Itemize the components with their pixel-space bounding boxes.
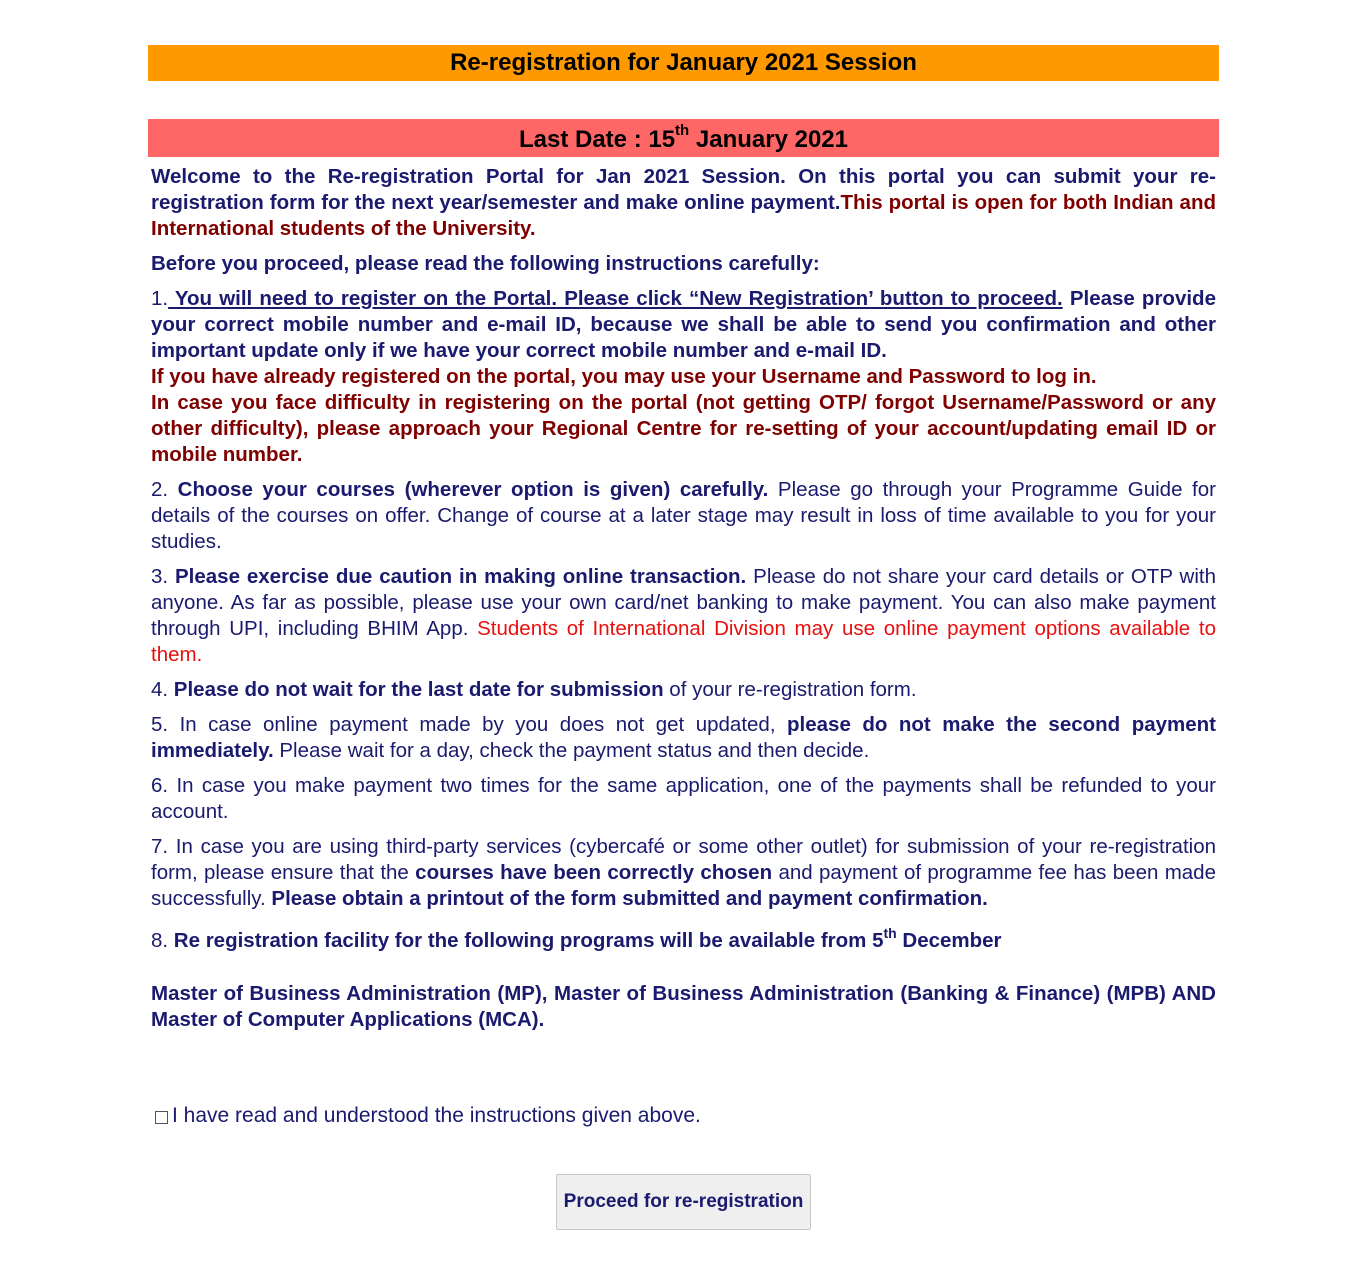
instruction-item-4 [151,677,1216,703]
item-1-number: 1. [151,287,169,310]
item-4-number: 4. [151,678,174,701]
item-3-bold: Please exercise due caution in making online transaction. [175,565,747,588]
item-8-tail: December [896,929,1002,952]
item-3-number: 3. [151,565,175,588]
item-2-number: 2. [151,478,178,501]
agreement-checkbox[interactable] [155,1111,168,1124]
instruction-item-3 [151,564,1216,668]
session-title: Re-registration for January 2021 Session [450,49,917,76]
item-5-text-2: Please wait for a day, check the payment status and then decide. [273,739,870,762]
item-3-text: Please do not share your card details or OTP with anyone. As far as possible, please use your own card/net banking to make payment. You can also make payment through UPI, including BHIM App. [151,565,1216,640]
intro-paragraph [151,164,1216,242]
item-7-text-2: and payment of programme fee has been made successfully. [151,861,1216,910]
item-2-bold: Choose your courses (wherever option is given) carefully. [177,478,769,501]
agreement-checkbox-row[interactable] [155,1104,701,1128]
main-container [148,45,1219,1033]
item-4-bold: Please do not wait for the last date for submission [173,678,664,701]
instruction-item-8 [151,925,1216,954]
item-8-number: 8. [151,929,174,952]
last-date-suffix: January 2021 [689,126,848,153]
instruction-item-1 [151,286,1216,468]
intro-text: Welcome to the Re-registration Portal for Jan 2021 Session. On this portal you can submit your re-registration form for the next year/semester and make online payment. [151,165,1216,214]
item-5-bold: please do not make the second payment immediately. [151,713,1216,762]
item-7-text-1: 7. In case you are using third-party services (cybercafé or some other outlet) for submission of your re-registration form, please ensure that the [151,835,1216,884]
instructions-heading: Before you proceed, please read the following instructions carefully: [151,252,820,275]
intro-eligibility-note: This portal is open for both Indian and International students of the University. [151,191,1216,240]
instruction-item-5 [151,712,1216,764]
last-date-prefix: Last Date : 15 [518,126,676,153]
programs-list: Master of Business Administration (MP), Master of Business Administration (Banking & Finance) (MPB) AND Master of Computer Applications (MCA). [151,982,1216,1031]
item-8-ordinal: th [883,925,897,941]
item-7-bold-1: courses have been correctly chosen [415,861,773,884]
item-1-login-note: If you have already registered on the portal, you may use your Username and Password to log in. [151,365,1097,388]
item-3-international-note: Students of International Division may use online payment options available to them. [151,617,1216,666]
last-date-banner [148,119,1219,157]
item-7-bold-2: Please obtain a printout of the form submitted and payment confirmation. [271,887,988,910]
item-8-bold: Re registration facility for the following programs will be available from 5 [173,929,884,952]
instruction-item-2 [151,477,1216,555]
last-date-ordinal: th [675,122,690,139]
item-1-difficulty-note: In case you face difficulty in registering on the portal (not getting OTP/ forgot Username/Password or any other difficulty), please approach your Regional Centre for re-setting of your account/updating email ID or mobile number. [151,391,1216,466]
item-1-bold: Please provide your correct mobile number and e-mail ID, because we shall be able to send you confirmation and other important update only if we have your correct mobile number and e-mail ID. [151,287,1216,362]
instruction-item-7 [151,834,1216,912]
session-title-banner [148,45,1219,81]
instructions-content [148,164,1219,1033]
item-5-text-1: 5. In case online payment made by you does not get updated, [151,713,788,736]
instruction-item-6 [151,773,1216,825]
new-registration-note: You will need to register on the Portal. Please click “New Registration’ button to proceed. [168,287,1063,310]
agreement-label: I have read and understood the instructions given above. [172,1104,701,1127]
item-4-text: of your re-registration form. [663,678,917,701]
item-6-text: 6. In case you make payment two times for the same application, one of the payments shall be refunded to your account. [151,774,1216,823]
proceed-button[interactable]: Proceed for re-registration [556,1174,811,1230]
item-2-text: Please go through your Programme Guide for details of the courses on offer. Change of course at a later stage may result in loss of time available to you for your studies. [151,478,1216,553]
